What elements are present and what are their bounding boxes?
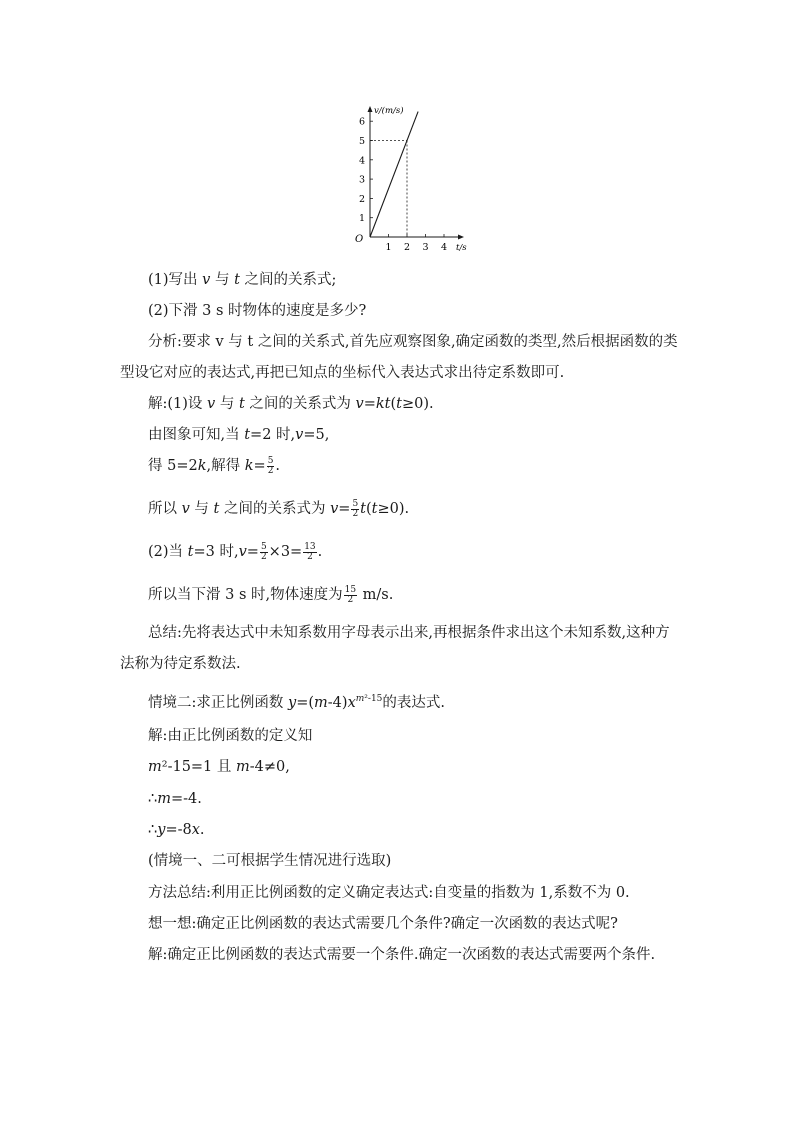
fraction-5-2: $\frac{5}{2}$: [260, 541, 267, 562]
y-tick-label: 2: [359, 193, 366, 205]
solution-3-m: ∴m=-4.: [148, 791, 202, 807]
situation-2: 情境二:求正比例函数 $y=(m-4)x^{m^2-15}$的表达式.: [148, 694, 446, 711]
fraction-13-2: $\frac{13}{2}$: [304, 541, 316, 562]
fraction-5-2: $\frac{5}{2}$: [267, 455, 274, 476]
y-axis-arrow: [368, 106, 373, 112]
final-answer-paragraph: 解:确定正比例函数的表达式需要一个条件.确定一次函数的表达式需要两个条件.: [148, 947, 656, 963]
solution-3-intro: 解:由正比例函数的定义知: [148, 728, 313, 744]
origin-label: O: [355, 234, 364, 245]
x-tick-label: 1: [385, 242, 392, 253]
x-axis-arrow: [458, 235, 464, 240]
solution-3-condition: m²-15=1 且 m-4≠0,: [148, 759, 290, 775]
solution-1-setup: 解:(1)设 v 与 t 之间的关系式为 v=kt(t≥0).: [148, 396, 434, 412]
y-ticks: [359, 117, 373, 225]
x-tick-label: 2: [404, 242, 411, 253]
think-question: 想一想:确定正比例函数的表达式需要几个条件?确定一次函数的表达式呢?: [148, 916, 618, 932]
solution-2-calc: (2)当 t=3 时,v= $\frac{5}{2}$ ×3= $\frac{13}{2}$ .: [148, 541, 323, 562]
velocity-line: [370, 112, 418, 237]
x-tick-label: 3: [422, 242, 429, 253]
solution-1-point: 由图象可知,当 t=2 时,v=5,: [148, 427, 330, 443]
y-tick-label: 3: [359, 174, 366, 186]
solution-1-result: 所以 v 与 t 之间的关系式为 v= $\frac{5}{2}$ t(t≥0).: [148, 498, 410, 519]
solution-1-solve: 得 5=2k,解得 k= $\frac{5}{2}$ .: [148, 455, 281, 476]
solution-3-y: ∴y=-8x.: [148, 822, 205, 838]
summary-paragraph: 总结:先将表达式中未知系数用字母表示出来,再根据条件求出这个未知系数,这种方法称为待定系数法.: [120, 625, 670, 672]
y-tick-label: 5: [359, 136, 366, 147]
y-axis-label: v/(m/s): [374, 106, 404, 116]
x-axis-label: t/s: [456, 243, 467, 253]
y-tick-label: 4: [359, 155, 366, 167]
analysis-paragraph: 分析:要求 v 与 t 之间的关系式,首先应观察图象,确定函数的类型,然后根据函数的类型设它对应的表达式,再把已知点的坐标代入表达式求出待定系数即可.: [120, 334, 678, 381]
fraction-15-2: $\frac{15}{2}$: [344, 584, 357, 605]
fraction-5-2: $\frac{5}{2}$: [352, 498, 359, 519]
teacher-note: (情境一、二可根据学生情况进行选取): [148, 853, 392, 869]
method-summary: 方法总结:利用正比例函数的定义确定表达式:自变量的指数为 1,系数不为 0.: [148, 885, 630, 901]
y-tick-label: 6: [359, 116, 366, 128]
y-tick-label: 1: [359, 213, 366, 225]
question-1: (1)写出 v 与 t 之间的关系式;: [148, 272, 337, 288]
question-2: (2)下滑 3 s 时物体的速度是多少?: [148, 303, 367, 319]
solution-2-answer: 所以当下滑 3 s 时,物体速度为 $\frac{15}{2}$ m/s.: [148, 584, 394, 605]
x-tick-label: 4: [441, 242, 448, 253]
velocity-time-graph: [340, 100, 480, 260]
